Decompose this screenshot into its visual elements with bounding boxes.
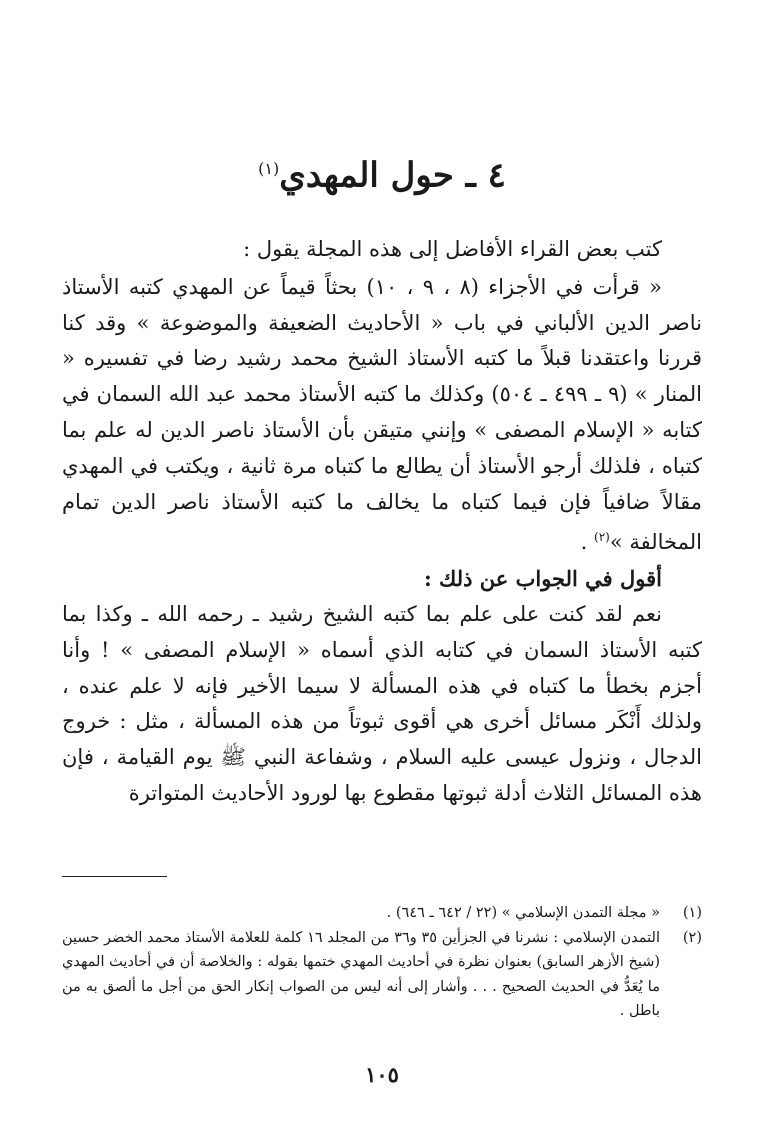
title-footnote-ref: (١) [258, 158, 280, 178]
book-page [62, 0, 702, 1129]
quote-end: . [580, 530, 595, 555]
footnote-number: (٢) [682, 929, 702, 946]
chapter-title [62, 147, 702, 197]
footnote-divider [62, 876, 167, 877]
quoted-letter-paragraph [62, 270, 702, 561]
answer-paragraph: نعم لقد كنت على علم بما كتبه الشيخ رشيد ـ رحمه الله ـ وكذا بما كتبه الأستاذ السمان في كتابه الذي أسماه « الإسلام المصفى » ! وأنا أجزم بخطأ ما كتباه في هذه المسألة لا سيما الأخير فإنه لا علم عنده ، ولذلك أَنْكَر مسائل أخرى هي أقوى ثبوتاً من هذه المسألة ، مثل : خروج الدجال ، ونزول عيسى عليه السلام ، وشفاعة النبي ﷺ يوم القيامة ، فإن هذه المسائل الثلاث أدلة ثبوتها مقطوع بها لورود الأحاديث المتواترة [62, 601, 703, 805]
footnote-text: التمدن الإسلامي : نشرنا في الجزأين ٣٥ و٣٦ من المجلد ١٦ كلمة للعلامة الأستاذ محمد الخضر حسين (شيخ الأزهر السابق) بعنوان نظرة في أحاديث المهدي ختمها بقوله : والخلاصة أن في أحاديث المهدي ما يُعَدُّ في الحديث الصحيح . . . وأشار إلى أنه ليس من الصواب إنكار الحق من أجل ما ألصق به من باطل . [62, 929, 660, 1020]
footnote-1 [62, 901, 702, 926]
body-text [62, 232, 702, 812]
intro-paragraph: كتب بعض القراء الأفاضل إلى هذه المجلة يقول : [243, 237, 662, 261]
answer-heading: أقول في الجواب عن ذلك : [423, 566, 662, 592]
quoted-letter-text: « قرأت في الأجزاء (٨ ، ٩ ، ١٠) بحثاً قيماً عن المهدي كتبه الأستاذ ناصر الدين الألباني في باب « الأحاديث الضعيفة والموضوعة » وقد كنا قررنا واعتقدنا قبلاً ما كتبه الأستاذ الشيخ محمد رشيد رضا في تفسيره « المنار » (٩ ـ ٤٩٩ ـ ٥٠٤) وكذلك ما كتبه الأستاذ محمد عبد الله السمان في كتابه « الإسلام المصفى » وإنني متيقن بأن الأستاذ ناصر الدين له علم بما كتباه ، فلذلك أرجو الأستاذ أن يطالع ما كتباه مرة ثانية ، ويكتب في المهدي مقالاً ضافياً فإن فيما كتباه ما يخالف ما كتبه الأستاذ ناصر الدين تمام المخالفة » [62, 274, 702, 555]
chapter-title-text: ٤ ـ حول المهدي [279, 155, 506, 196]
footnote-number: (١) [682, 905, 702, 921]
footnote-2 [62, 926, 702, 1024]
footnote-text: « مجلة التمدن الإسلامي » (٢٢ / ٦٤٢ ـ ٦٤٦) . [386, 905, 660, 921]
footnotes [62, 901, 702, 1024]
page-number: ١٠٥ [365, 1062, 399, 1087]
quote-footnote-ref: (٢) [594, 530, 610, 545]
